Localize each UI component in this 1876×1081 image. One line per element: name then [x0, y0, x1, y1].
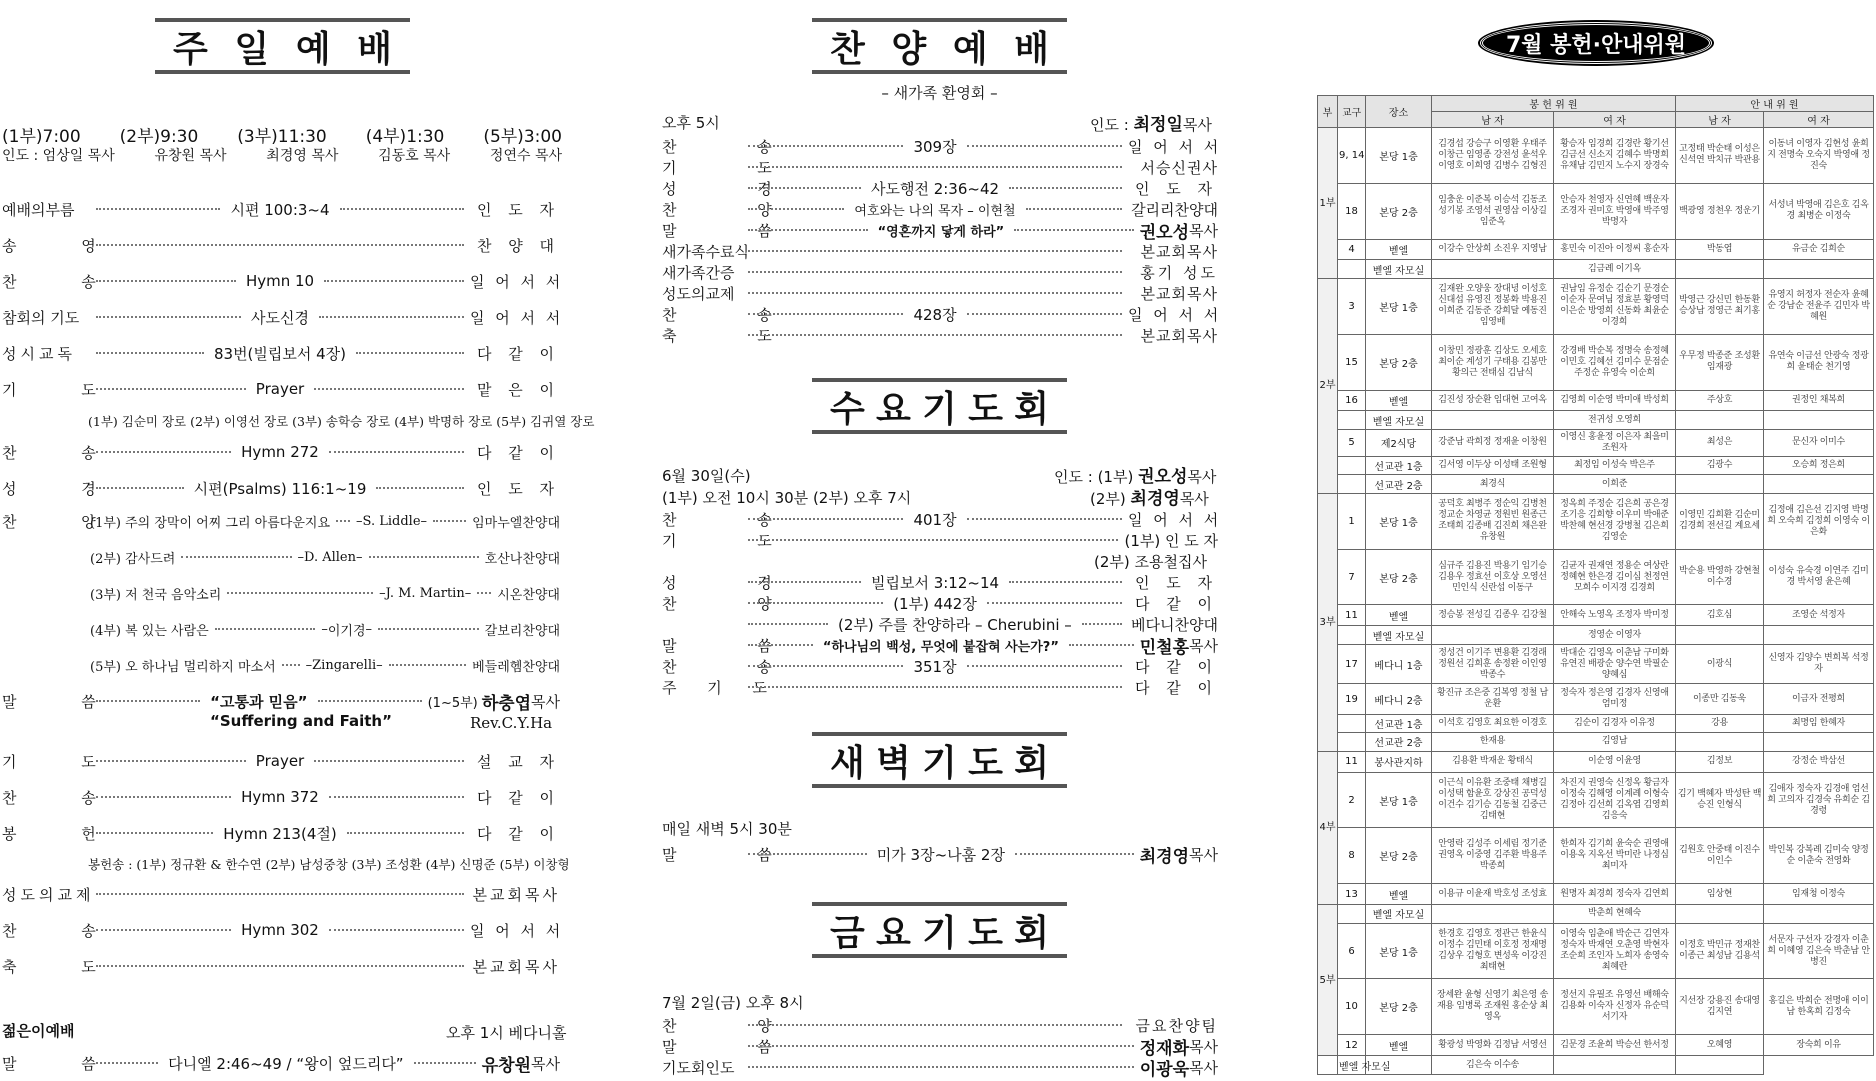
program-line: 말 씀 정재화 목사: [662, 1037, 1218, 1059]
roster-row: [1318, 626, 1874, 645]
roster-row: [1318, 430, 1874, 457]
program-line: 찬 송 Hymn 10 일 어 서 서: [2, 272, 564, 291]
roster-cell-gd-m: 김정보: [1676, 751, 1764, 772]
roster-cell-of-w: 안승자 천영자 신연혜 백운자 조경자 권미호 박영애 박주영 박명자: [1554, 183, 1676, 239]
friday-date: 7월 2일(금) 오후 8시: [662, 994, 804, 1012]
roster-cell-of-m: 김경섭 강승구 이영환 우태주 이창근 임영종 강전성 윤석우 이영호 이희영 김병수 김형진: [1432, 128, 1554, 184]
roster-cell-gd-m: 고정태 박순태 이성은 신석연 박치규 박관용: [1676, 128, 1764, 184]
roster-cell-district: 19: [1338, 684, 1366, 714]
roster-cell-of-w: 차진지 권영숙 신정옥 황금자 이정숙 김해영 이계례 이형숙 김정아 김선희 김옥엽 김영희 김응숙: [1554, 772, 1676, 828]
roster-cell-place: 벧엘 자모실: [1366, 905, 1432, 924]
roster-cell-of-w: 원명자 최경희 정숙자 김연희: [1554, 884, 1676, 905]
roster-cell-of-m: 이근식 이유환 조중태 채병길 이성택 함윤호 강상진 공덕성 이건수 김기승 김동철 김중근 김태현: [1432, 772, 1554, 828]
roster-row: [1318, 183, 1874, 239]
roster-cell-district: 4: [1338, 239, 1366, 260]
roster-cell-of-w: 정옥희 주정순 김은희 공은경 조기응 김희향 이우미 박애준 박찬혜 현선경 강병철 김은희 김영순: [1554, 493, 1676, 549]
roster-row: [1318, 1056, 1874, 1075]
roster-cell-of-m: 김서영 이두상 이성태 조원형: [1432, 456, 1554, 475]
roster-cell-of-m: 이강수 안상희 소진우 지영남: [1432, 239, 1554, 260]
roster-cell-gd-w: 문신자 이미수: [1764, 430, 1874, 457]
roster-cell-gd-w: [1764, 260, 1874, 279]
roster-cell-gd-w: 서문자 구선자 강경자 이춘희 이혜영 김은숙 박춘남 안병진: [1764, 923, 1874, 979]
program-line: 주 기 도 다 같 이: [662, 678, 1218, 697]
roster-cell-place: 본당 1층: [1366, 772, 1432, 828]
roster-cell-of-w: 박춘희 현혜숙: [1554, 905, 1676, 924]
roster-cell-of-m: [1432, 626, 1554, 645]
roster-cell-place: 벧엘 자모실: [1366, 411, 1432, 430]
roster-row: [1318, 605, 1874, 626]
roster-row: [1318, 549, 1874, 605]
roster-row: [1318, 644, 1874, 684]
roster-cell-of-m: 이용규 이윤재 박호성 조성효: [1432, 884, 1554, 905]
offering-note: 봉헌송 : (1부) 정규환 & 한수연 (2부) 남성중창 (3부) 조성환 (4부) 신명준 (5부) 이창형: [88, 857, 570, 872]
roster-cell-of-w: 정선지 유필조 유영선 배해숙 김용화 이숙자 신정자 유순덕 서기자: [1554, 979, 1676, 1035]
wednesday-prayer-2: (2부) 조용철집사: [1094, 553, 1207, 571]
roster-cell-of-m: 김재완 오양웅 장대녕 이성호 신대섭 유영진 정봉화 박용진 이희준 김동준 강희달 예동진 임영배: [1432, 279, 1554, 335]
roster-cell-place: 벧엘 자모실: [1338, 1056, 1366, 1075]
prayer-note: (1부) 김순미 장로 (2부) 이영선 장로 (3부) 송학승 장로 (4부) 박명하 장로 (5부) 김귀열 장로: [88, 414, 595, 429]
wednesday-title: 수 요 기 도 회: [812, 378, 1067, 434]
roster-cell-of-w: 김영희 이순영 박미애 박성희: [1554, 390, 1676, 411]
roster-cell-of-w: 이순영 이윤영: [1554, 751, 1676, 772]
roster-cell-gd-w: 신영자 김양수 변희복 석정자: [1764, 644, 1874, 684]
program-line: 참회의 기도 사도신경 일 어 서 서: [2, 308, 564, 327]
roster-cell-place: 본당 2층: [1366, 549, 1432, 605]
roster-cell-of-m: 최경식: [1432, 475, 1554, 494]
roster-row: [1318, 411, 1874, 430]
roster-cell-place: 본당 2층: [1366, 334, 1432, 390]
roster-cell-of-m: 한재용: [1432, 733, 1554, 752]
roster-cell-of-m: 공덕호 최병주 정순익 김병천 정교순 차영균 정원빈 원종근 조태희 김종배 김진희 채은완 유창원: [1432, 493, 1554, 549]
roster-cell-district: [1338, 626, 1366, 645]
roster-cell-gd-w: [1764, 411, 1874, 430]
roster-row: [1318, 239, 1874, 260]
roster-cell-gd-w: 홍길은 박희순 전명애 이이남 한혹희 김정숙: [1764, 979, 1874, 1035]
roster-row: [1318, 684, 1874, 714]
roster-cell-district: 18: [1338, 183, 1366, 239]
roster-cell-of-w: 김금례 이기옥: [1554, 260, 1676, 279]
roster-cell-of-w: 강경배 박순복 정명숙 송정혜 이민호 김혜선 김미수 문점순 주정순 유영숙 이순희: [1554, 334, 1676, 390]
roster-cell-gd-m: [1676, 475, 1764, 494]
roster-cell-district: 11: [1338, 751, 1366, 772]
wednesday-sessions: (1부) 오전 10시 30분 (2부) 오후 7시: [662, 489, 912, 507]
roster-cell-of-m: 강준남 곽희정 정재윤 이창원: [1432, 430, 1554, 457]
program-line: 성 경 사도행전 2:36~42 인 도 자: [662, 179, 1219, 198]
roster-row: [1318, 828, 1874, 884]
roster-cell-place: 베다니 2층: [1366, 684, 1432, 714]
roster-cell-place: 선교관 2층: [1366, 733, 1432, 752]
roster-cell-of-w: 안해숙 노영옥 조정자 박미정: [1554, 605, 1676, 626]
roster-row: [1318, 390, 1874, 411]
roster-cell-of-w: 전귀성 오영희: [1554, 411, 1676, 430]
roster-cell-gd-m: 지선장 강용진 송대영 김지연: [1676, 979, 1764, 1035]
roster-cell-gd-m: [1554, 1056, 1676, 1075]
roster-cell-gd-m: 김호심: [1676, 605, 1764, 626]
roster-cell-district: [1338, 905, 1366, 924]
roster-row: [1318, 714, 1874, 733]
roster-cell-gd-w: [1676, 1056, 1764, 1075]
dawn-title: 새 벽 기 도 회: [812, 732, 1067, 788]
roster-cell-gd-m: 주상호: [1676, 390, 1764, 411]
program-line: 말 씀 “하나님의 백성, 무엇에 붙잡혀 사는가?” 민철홍 목사: [662, 636, 1218, 658]
roster-cell-of-w: 정숙자 정은영 김경자 신영애 엄미정: [1554, 684, 1676, 714]
program-line: 성 경 시편(Psalms) 116:1~19 인 도 자: [2, 479, 560, 498]
roster-cell-gd-w: 유영지 허정자 전순자 윤혜순 강남순 전윤주 김민자 박혜원: [1764, 279, 1874, 335]
program-line: 축 도 본교회목사: [662, 326, 1218, 345]
roster-cell-of-w: 김균자 권재연 정용순 여상란 정혜현 한은경 김이심 천정연 모희수 이지경 김경희: [1554, 549, 1676, 605]
roster-cell-gd-m: [1676, 905, 1764, 924]
wednesday-date: 6월 30일(수): [662, 467, 751, 485]
program-line: 찬 송 351장 다 같 이: [662, 657, 1218, 676]
youth-sermon-line: 말 씀 다니엘 2:46~49 / “왕이 엎드리다” 유창원 목사: [2, 1054, 560, 1076]
roster-row: [1318, 884, 1874, 905]
roster-cell-gd-m: 이종만 김동욱: [1676, 684, 1764, 714]
program-line: 기 도 (1부) 인 도 자: [662, 531, 1218, 550]
roster-cell-gd-m: 이정호 박민규 정재찬 이종근 최성남 김용석: [1676, 923, 1764, 979]
roster-cell-of-m: 황광성 박영화 김정남 서영선: [1432, 1035, 1554, 1056]
roster-cell-gd-m: 박영근 강신민 한동환 승상남 정영근 최기홍: [1676, 279, 1764, 335]
program-line: 기 도 서승신권사: [662, 158, 1218, 177]
roster-cell-district: 11: [1338, 605, 1366, 626]
roster-cell-of-m: 임충운 이준복 이승석 김동조 성기봉 조영석 권영삼 이상길 임준옥: [1432, 183, 1554, 239]
roster-cell-district: [1338, 260, 1366, 279]
program-line: 축 도 본교회목사: [2, 957, 560, 976]
program-line: 성도의교제 본교회목사: [662, 284, 1218, 303]
program-line: 송 영 찬 양 대: [2, 236, 560, 255]
roster-cell-gd-w: 이성숙 유숙경 이연주 김미경 박서영 윤은혜: [1764, 549, 1874, 605]
roster-cell-of-w: 권남임 유정순 김순기 문경순 이순자 문여님 정효분 황영덕 이은순 방영희 신동화 최윤순 이경희: [1554, 279, 1676, 335]
roster-cell-place: 본당 2층: [1366, 183, 1432, 239]
roster-row: [1318, 279, 1874, 335]
roster-cell-of-m: 안영락 김성주 이세림 정기준 권영옥 이중영 김주환 박용주 박종희: [1432, 828, 1554, 884]
roster-cell-of-m: 정승봉 전성길 김종우 김강철: [1432, 605, 1554, 626]
roster-cell-gd-w: 박인복 강복례 김미숙 양정순 이춘숙 전영화: [1764, 828, 1874, 884]
roster-cell-gd-w: 유연숙 이금선 안광숙 정광희 윤태순 천기영: [1764, 334, 1874, 390]
roster-row: [1318, 475, 1874, 494]
roster-cell-of-m: 정성건 이기주 변용환 김경래 정원선 김희훈 송정완 이인영 박종수: [1432, 644, 1554, 684]
sermon-speaker-en: Rev.C.Y.Ha: [470, 714, 553, 732]
program-line: 새가족간증 홍기 성도: [662, 263, 1218, 282]
roster-cell-gd-m: [1676, 626, 1764, 645]
roster-cell-district: [1338, 475, 1366, 494]
roster-cell-gd-w: 최명임 한혜자: [1764, 714, 1874, 733]
roster-cell-district: 6: [1338, 923, 1366, 979]
roster-cell-gd-w: [1764, 733, 1874, 752]
roster-cell-district: [1338, 714, 1366, 733]
roster-cell-district: [1338, 733, 1366, 752]
roster-cell-of-w: 이영신 홍윤정 이은자 최을미 조원자: [1554, 430, 1676, 457]
roster-part: 5부: [1318, 905, 1338, 1056]
roster-cell-district: 16: [1338, 390, 1366, 411]
roster-cell-gd-m: [1676, 411, 1764, 430]
roster-part: 3부: [1318, 493, 1338, 751]
roster-cell-of-w: 이희준: [1554, 475, 1676, 494]
roster-cell-gd-w: [1764, 626, 1874, 645]
roster-cell-place: 벧엘: [1366, 1035, 1432, 1056]
program-line: 새가족수료식 본교회목사: [662, 242, 1218, 261]
anthem-line: (3부) 저 천국 음악소리 – J. M. Martin – 시온찬양대: [90, 585, 560, 603]
program-line: 말 씀 “영혼까지 닿게 하라” 권오성 목사: [662, 221, 1218, 243]
roster-cell-gd-w: 유금순 김희순: [1764, 239, 1874, 260]
roster-cell-of-m: [1432, 905, 1554, 924]
roster-cell-gd-w: 김정애 김은선 김지영 박명희 오숙희 김정희 이영숙 이은화: [1764, 493, 1874, 549]
roster-cell-gd-w: 권정인 채복희: [1764, 390, 1874, 411]
roster-cell-gd-w: 이동녀 이영자 김현성 윤희지 전명숙 오숙지 박영애 정진숙: [1764, 128, 1874, 184]
roster-cell-gd-m: 김원호 안중태 이진수 이인수: [1676, 828, 1764, 884]
roster-cell-of-m: 이창민 정광훈 김상도 오세호 최이순 계성기 구태용 김봉만 황의근 전태심 김남식: [1432, 334, 1554, 390]
program-line: 기도회인도 이광욱 목사: [662, 1058, 1218, 1080]
program-line: 찬 송 401장 일 어 서 서: [662, 510, 1222, 529]
roster-cell-of-m: 김진성 장순환 임대현 고여옥: [1432, 390, 1554, 411]
roster-cell-gd-m: 이광식: [1676, 644, 1764, 684]
roster-cell-of-m: [1432, 411, 1554, 430]
roster-row: [1318, 905, 1874, 924]
roster-part: 2부: [1318, 279, 1338, 494]
program-line: 찬 송 Hymn 272 다 같 이: [2, 443, 560, 462]
roster-cell-gd-m: 이영민 김희환 김순미 김경희 전선길 계요세: [1676, 493, 1764, 549]
roster-cell-of-w: 한희자 김기희 윤숙순 권영애 이용옥 지옥선 박미란 나정심 최미자: [1554, 828, 1676, 884]
roster-row: [1318, 772, 1874, 828]
roster-cell-district: [1338, 411, 1366, 430]
roster-cell-gd-m: 강용: [1676, 714, 1764, 733]
roster-cell-district: 3: [1338, 279, 1366, 335]
program-line: 말 씀 미가 3장~나훔 2장 최경영 목사: [662, 845, 1218, 867]
roster-cell-place: 벧엘: [1366, 390, 1432, 411]
anthem-line: (2부) 감사드려 – D. Allen – 호산나찬양대: [90, 549, 561, 567]
program-line: 찬 양 (1부) 442장 다 같 이: [662, 594, 1219, 613]
roster-cell-place: 본당 1층: [1366, 923, 1432, 979]
roster-cell-gd-w: 서성녀 박영애 김은호 김옥경 최병순 이정숙: [1764, 183, 1874, 239]
roster-cell-district: 5: [1338, 430, 1366, 457]
sunday-title: 주 일 예 배: [155, 18, 410, 74]
roster-table: 부 교구 장소 봉 헌 위 원 안 내 위 원 남 자 여 자 남 자 여 자 1부 9, 14 본당 1층 김경섭 강승구 이영환 우태주 이창근 임영종 강전성 윤석우 이영호 이희영 김병수 김형진 황승자 임경희 김경란 황기선 김금선 신소지 김혜수 박명희 유채남 김민지 노수지 장경숙 고정태 박순태 이성은 신석연 박치규 박관용 이동녀 이영자 김현성 윤희지 전명숙 오숙지 박영애 정진숙 18 본당 2층 임충운 이준복 이승석 김동조 성기봉 조영석 권영삼 이상길 임준옥 안승자 천영자 신연혜 백운자 조경자 권미호 박영애 박주영 박명자 백광영 정천우 정운기 서성녀 박영애 김은호 김옥경 최병순 이정숙 4 벧엘 이강수 안상희 소진우 지영남 홍민숙 이진아 이정씨 홍순자 박동엽 유금순 김희순 벧엘 자모실 김금례 이기옥 2부 3 본당 1층 김재완 오양웅 장대녕 이성호 신대섭 유영진 정봉화 박용진 이희준 김동준 강희달 예동진 임영배 권남임 유정순 김순기 문경순 이순자 문여님 정효분 황영덕 이은순 방영희 신동화 최윤순 이경희 박영근 강신민 한동환 승상남 정영근 최기홍 유영지 허정자 전순자 윤혜순 강남순 전윤주 김민자 박혜원 15 본당 2층 이창민 정광훈 김상도 오세호 최이순 계성기 구태용 김봉만 황의근 전태심 김남식 강경배 박순복 정명숙 송정혜 이민호 김혜선 김미수 문점순 주정순 유영숙 이순희 우무정 박종준 조성환 임재광 유연숙 이금선 안광숙 정광희 윤태순 천기영 16 벧엘 김진성 장순환 임대현 고여옥 김영희 이순영 박미애 박성희 주상호 권정인 채복희 벧엘 자모실 전귀성 오영희 5 제2식당 강준남 곽희정 정재윤 이창원 이영신 홍윤정 이은자 최을미 조원자 최성은 문신자 이미수 선교관 1층 김서영 이두상 이성태 조원형 최정임 이성숙 박은주 김광수 오승희 정은희 선교관 2층 최경식 이희준 3부 1 본당 1층 공덕호 최병주 정순익 김병천 정교순 차영균 정원빈 원종근 조태희 김종배 김진희 채은완 유창원 정옥희 주정순 김은희 공은경 조기응 김희향 이우미 박애준 박찬혜 현선경 강병철 김은희 김영순 이영민 김희환 김순미 김경희 전선길 계요세 김정애 김은선 김지영 박명희 오숙희 김정희 이영숙 이은화 7 본당 2층 심규주 김용진 박용기 임기승 김용우 정효선 이호상 오영선 민인식 신란섭 이동구 김균자 권재연 정용순 여상란 정혜현 한은경 김이심 천정연 모희수 이지경 김경희 박순용 박영하 강현철 이수경 이성숙 유숙경 이연주 김미경 박서영 윤은혜 11 벧엘 정승봉 전성길 김종우 김강철 안해숙 노영옥 조정자 박미정 김호심 조영순 석정자 벧엘 자모실 정영순 이영자 17 베다니 1층 정성건 이기주 변용환 김경래 정원선 김희훈 송정완 이인영 박종수 박대순 김영옥 이춘남 구미화 유연진 배광순 양수연 박필순 양혜심 이광식 신영자 김양수 변희복 석정자 19 베다니 2층 황진규 조은중 김복영 정철 남운환 정숙자 정은영 김경자 신영애 엄미정 이종만 김동욱 이금자 전평희 선교관 1층 이석호 김영호 최요한 이경호 김순이 김경자 이유정 강용 최명임 한혜자 선교관 2층 한재용 김영남 4부 11 봉사관지하 김용환 박재운 황태식 이순영 이윤영 김정보 강정순 박삼선 2 본당 1층 이근식 이유환 조중태 채병길 이성택 함윤호 강상진 공덕성 이건수 김기승 김동철 김중근 김태현 차진지 권영숙 신정옥 황금자 이정숙 김해영 이계례 이형숙 김정아 김선희 김옥엽 김영희 김응숙 김기 백혜자 박성탄 백승진 인형식 김애자 정숙자 김경애 엄선희 고의자 김경숙 유희순 김경령 8 본당 2층 안영락 김성주 이세림 정기준 권영옥 이중영 김주환 박용주 박종희 한희자 김기희 윤숙순 권영애 이용옥 지옥선 박미란 나정심 최미자 김원호 안중태 이진수 이인수 박인복 강복례 김미숙 양정순 이춘숙 전영화 13 벧엘 이용규 이윤재 박호성 조성효 원명자 최경희 정숙자 김연희 임상현 임재청 이정숙 5부 벧엘 자모실 박춘희 현혜숙 6 본당 1층 한경호 김영호 정관근 한윤식 이정수 김민태 이호정 정재명 김상우 김형호 변성욱 이강진 최태현 이영숙 임춘애 박순근 김연자 정숙자 박재연 오춘영 박현자 조순희 조인자 노희자 송영숙 최혜란 이정호 박민규 정재찬 이종근 최성남 김용석 서문자 구선자 강경자 이춘희 이혜영 김은숙 박춘남 안병진 10 본당 2층 장세완 윤형 신영기 최은영 송재용 임병록 조재원 홍순상 최영옥 정선지 유필조 유영선 배해숙 김용화 이숙자 신정자 유순덕 서기자 지선장 강용진 송대영 김지연 홍길은 박희순 전명애 이이남 한혹희 김정숙 12 벧엘 황광성 박영화 김정남 서영선 김문경 조윤희 박승선 한서정 오혜영 장숙희 이유 벧엘 자모실 김은숙 이수송: [1317, 95, 1874, 1075]
roster-cell-of-w: 김은숙 이수송: [1432, 1056, 1554, 1075]
youth-info: 오후 1시 베다니홀: [446, 1024, 567, 1042]
youth-title: 젊은이예배: [2, 1022, 75, 1040]
roster-cell-gd-m: 백광영 정천우 정운기: [1676, 183, 1764, 239]
roster-cell-district: [1318, 1056, 1338, 1075]
sermon-title-en: “Suffering and Faith”: [210, 712, 392, 730]
program-line: 찬 양 여호와는 나의 목자 – 이현철 갈리리찬양대: [662, 200, 1219, 219]
roster-cell-district: 12: [1338, 1035, 1366, 1056]
roster-cell-of-w: 정영순 이영자: [1554, 626, 1676, 645]
roster-cell-of-w: 황승자 임경희 김경란 황기선 김금선 신소지 김혜수 박명희 유채남 김민지 노수지 장경숙: [1554, 128, 1676, 184]
program-line: 찬 송 428장 일 어 서 서: [662, 305, 1222, 324]
roster-cell-of-w: 김순이 김경자 이유정: [1554, 714, 1676, 733]
roster-cell-place: 벧엘 자모실: [1366, 626, 1432, 645]
program-line: 찬 송 309장 일 어 서 서: [662, 137, 1222, 156]
anthem-line: 찬 양 (1부) 주의 장막이 어찌 그리 아름다운지요 – S. Liddle – 임마누엘찬양대: [2, 512, 560, 531]
roster-cell-gd-w: 장숙희 이유: [1764, 1035, 1874, 1056]
anthem-line: (5부) 오 하나님 멀리하지 마소서 – Zingarelli – 베들레헴찬양대: [90, 657, 560, 675]
roster-cell-gd-m: 우무정 박종준 조성환 임재광: [1676, 334, 1764, 390]
roster-row: [1318, 128, 1874, 184]
roster-cell-gd-w: 조영순 석정자: [1764, 605, 1874, 626]
roster-cell-place: 본당 2층: [1366, 828, 1432, 884]
sermon-line: 말 씀 “고통과 믿음” (1~5부) 하충엽 목사: [2, 692, 561, 714]
roster-cell-gd-m: [1676, 733, 1764, 752]
roster-cell-of-w: 홍민숙 이진아 이정씨 홍순자: [1554, 239, 1676, 260]
roster-cell-district: 2: [1338, 772, 1366, 828]
roster-row: [1318, 979, 1874, 1035]
anthem-line: (4부) 복 있는 사람은 – 이기경 – 갈보리찬양대: [90, 621, 561, 639]
service-times: (1부)7:00 (2부)9:30 (3부)11:30 (4부)1:30 (5부)3:00: [2, 127, 562, 147]
roster-cell-of-w: 김영남: [1554, 733, 1676, 752]
roster-cell-district: 8: [1338, 828, 1366, 884]
roster-cell-gd-m: 김광수: [1676, 456, 1764, 475]
roster-cell-place: 본당 1층: [1366, 128, 1432, 184]
roster-part: 4부: [1318, 751, 1338, 904]
roster-cell-gd-w: 강정순 박삼선: [1764, 751, 1874, 772]
praise-leader: 인도 : 최정일목사: [1090, 115, 1212, 135]
roster-cell-district: 9, 14: [1338, 128, 1366, 184]
roster-part: 1부: [1318, 128, 1338, 279]
roster-cell-of-m: 한경호 김영호 정관근 한윤식 이정수 김민태 이호정 정재명 김상우 김형호 변성욱 이강진 최태현: [1432, 923, 1554, 979]
roster-cell-of-w: 이영숙 임춘애 박순근 김연자 정숙자 박재연 오춘영 박현자 조순희 조인자 노희자 송영숙 최혜란: [1554, 923, 1676, 979]
roster-cell-of-m: 심규주 김용진 박용기 임기승 김용우 정효선 이호상 오영선 민인식 신란섭 이동구: [1432, 549, 1554, 605]
roster-cell-district: [1338, 456, 1366, 475]
service-leaders: 인도 : 엄상일 목사 유창원 목사 최경영 목사 김동호 목사 정연수 목사: [2, 148, 562, 164]
roster-cell-gd-m: 최성은: [1676, 430, 1764, 457]
roster-cell-place: 본당 1층: [1366, 279, 1432, 335]
roster-cell-gd-m: 김기 백혜자 박성탄 백승진 인형식: [1676, 772, 1764, 828]
roster-cell-gd-m: [1676, 260, 1764, 279]
friday-title: 금 요 기 도 회: [812, 902, 1067, 958]
program-line: 성도의교제 본교회목사: [2, 885, 560, 904]
program-line: 기 도 Prayer 설 교 자: [2, 752, 561, 771]
roster-cell-place: 본당 2층: [1366, 979, 1432, 1035]
roster-cell-place: 벧엘: [1366, 605, 1432, 626]
roster-cell-gd-m: 박순용 박영하 강현철 이수경: [1676, 549, 1764, 605]
roster-cell-gd-m: 오혜영: [1676, 1035, 1764, 1056]
program-line: 성 경 빌립보서 3:12~14 인 도 자: [662, 573, 1219, 592]
roster-cell-of-w: 김문경 조윤희 박승선 한서정: [1554, 1035, 1676, 1056]
dawn-time: 매일 새벽 5시 30분: [662, 820, 792, 838]
roster-cell-place: 선교관 1층: [1366, 714, 1432, 733]
roster-row: [1318, 334, 1874, 390]
wednesday-leader-2: (2부) 최경영목사: [1090, 489, 1209, 509]
program-line: 찬 송 Hymn 302 일 어 서 서: [2, 921, 564, 940]
roster-cell-district: 10: [1338, 979, 1366, 1035]
roster-cell-of-m: 장세완 윤형 신영기 최은영 송재용 임병록 조재원 홍순상 최영옥: [1432, 979, 1554, 1035]
roster-cell-gd-m: 임상현: [1676, 884, 1764, 905]
roster-cell-of-m: [1432, 260, 1554, 279]
roster-cell-gd-m: 박동엽: [1676, 239, 1764, 260]
roster-cell-place: 선교관 1층: [1366, 456, 1432, 475]
praise-time: 오후 5시: [662, 114, 720, 132]
roster-cell-of-m: 황진규 조은중 김복영 정철 남운환: [1432, 684, 1554, 714]
roster-title: 7월 봉헌·안내위원: [1480, 22, 1712, 64]
roster-cell-place: 봉사관지하: [1366, 751, 1432, 772]
roster-cell-district: 1: [1338, 493, 1366, 549]
program-line: (2부) 주를 찬양하라 – Cherubini – 베다니찬양대: [742, 613, 1218, 635]
program-line: 봉 헌 Hymn 213(4절) 다 같 이: [2, 824, 561, 843]
roster-cell-gd-w: 임재청 이정숙: [1764, 884, 1874, 905]
wednesday-leader-1: 인도 : (1부) 권오성목사: [1054, 467, 1217, 487]
roster-row: [1318, 751, 1874, 772]
program-line: 기 도 Prayer 맡 은 이: [2, 380, 561, 399]
roster-cell-place: 벧엘: [1366, 239, 1432, 260]
roster-cell-of-m: 김용환 박재운 황태식: [1432, 751, 1554, 772]
program-line: 성시교독 83번(빌립보서 4장) 다 같 이: [2, 344, 561, 363]
roster-row: [1318, 456, 1874, 475]
roster-cell-place: 벧엘: [1366, 884, 1432, 905]
praise-subtitle: – 새가족 환영회 –: [881, 84, 998, 102]
roster-cell-district: 7: [1338, 549, 1366, 605]
roster-cell-of-w: 박대순 김영옥 이춘남 구미화 유연진 배광순 양수연 박필순 양혜심: [1554, 644, 1676, 684]
program-line: 찬 송 Hymn 372 다 같 이: [2, 788, 560, 807]
roster-cell-district: 15: [1338, 334, 1366, 390]
roster-cell-place: 제2식당: [1366, 430, 1432, 457]
roster-cell-district: 13: [1338, 884, 1366, 905]
roster-row: [1318, 1035, 1874, 1056]
roster-row: [1318, 260, 1874, 279]
roster-cell-gd-w: 이금자 전평희: [1764, 684, 1874, 714]
program-line: 예배의부름 시편 100:3~4 인 도 자: [2, 200, 560, 219]
roster-cell-place: 본당 1층: [1366, 493, 1432, 549]
roster-cell-place: 베다니 1층: [1366, 644, 1432, 684]
praise-title: 찬 양 예 배: [812, 18, 1067, 74]
roster-cell-gd-w: 오승희 정은희: [1764, 456, 1874, 475]
roster-cell-place: 선교관 2층: [1366, 475, 1432, 494]
roster-row: [1318, 923, 1874, 979]
program-line: 찬 양 금요찬양팀: [662, 1016, 1218, 1035]
roster-cell-of-w: 최정임 이성숙 박은주: [1554, 456, 1676, 475]
roster-row: [1318, 733, 1874, 752]
roster-cell-district: 17: [1338, 644, 1366, 684]
roster-cell-gd-w: [1764, 905, 1874, 924]
roster-row: [1318, 493, 1874, 549]
roster-cell-gd-w: 김애자 정숙자 김경애 엄선희 고의자 김경숙 유희순 김경령: [1764, 772, 1874, 828]
roster-cell-place: 벧엘 자모실: [1366, 260, 1432, 279]
roster-cell-gd-w: [1764, 475, 1874, 494]
roster-cell-of-m: 이석호 김영호 최요한 이경호: [1432, 714, 1554, 733]
